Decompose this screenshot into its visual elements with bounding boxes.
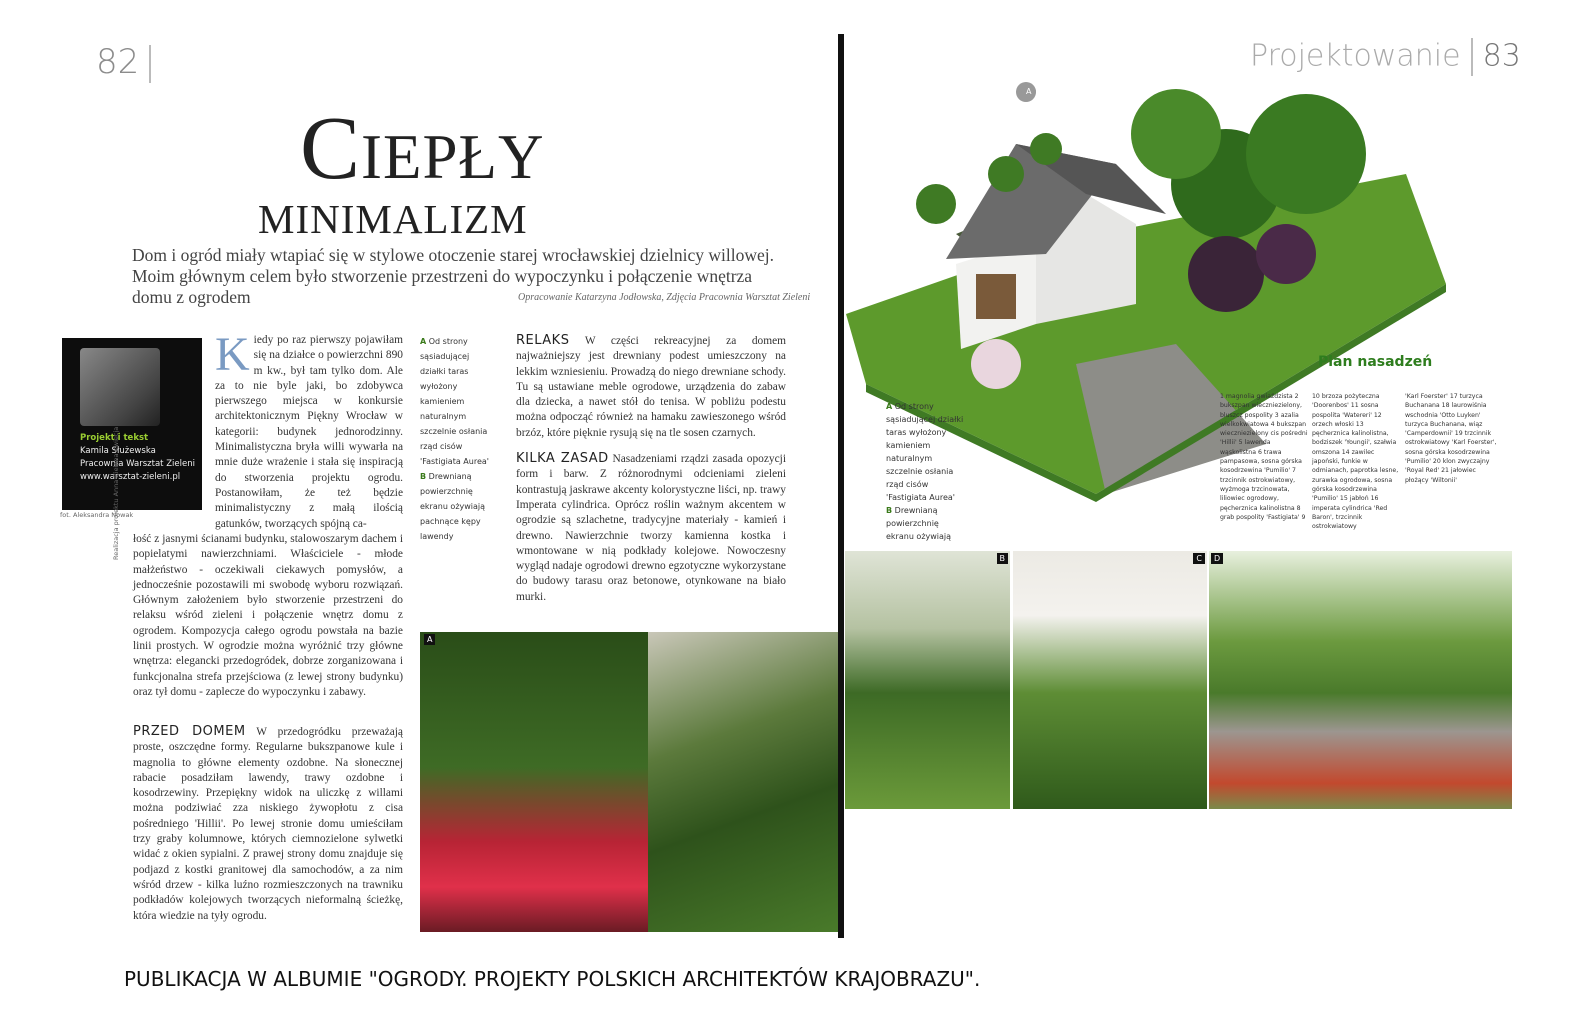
- section-name: Projektowanie: [1250, 38, 1461, 74]
- right-sidebar-label-a: A: [886, 402, 893, 411]
- spine-divider: [838, 34, 844, 938]
- section-text-relaks: W części rekreacyjnej za domem najważniejszy jest drewniany podest umieszczony na lekkim wzniesieniu. Prowadzą do niego drewniane schody. Tu są ustawiane meble ogrodowe, urządzenia do zabaw dla dziecka, a nawet stół do tenisa. W pobliżu podestu można odpocząć również na hamaku zawieszonego wśród brzóz, które pięknie rysują się na tle sosen czarnych.: [516, 335, 786, 439]
- left-sidebar-captions: [420, 334, 496, 544]
- right-sidebar-caption-b: Drewnianą powierzchnię ekranu ożywiają: [886, 506, 952, 541]
- plan-label-a: A: [1021, 86, 1036, 97]
- right-sidebar-label-b: B: [886, 506, 893, 515]
- sidebar-label-b: B: [420, 472, 427, 481]
- photo-credit: fot. Aleksandra Nowak: [60, 511, 134, 519]
- page-number-divider: [149, 45, 151, 83]
- plan-legend-column-2: 10 brzoza pożyteczna 'Doorenbos' 11 sosna pospolita 'Watereri' 12 orzech włoski 13 pęcherznica kalinolistna, bodziszek 'Youngii', szałwia omszona 14 zawilec japoński, funkie w odmianach, paprotka lesne, zurawka ogrodowa, sosna górska kosodrzewina 'Pumilio' 15 jabłoń 16 imperata cylindrica 'Red Baron', trzcinnik ostrokwiatowy: [1312, 393, 1399, 531]
- sidebar-caption-b: Drewnianą powierzchnię ekranu ożywiają pachnące kępy lawendy: [420, 472, 486, 541]
- title-line-1: Ciepły: [300, 99, 545, 198]
- section-text-kilka-zasad: Nasadzeniami rządzi zasada opozycji form i barw. Z różnorodnymi odcieniami zieleni kontrastują jaskrawe akcenty kolorystyczne liści, np. trawy Imperata cylindrica. Oprócz roślin ważnym akcentem w ogrodzie są szlachetne, tradycyjne materiały - kamień i drewno. Nawierzchnie tworzy kamienna kostka i wmontowane w nią podkłady kolejowe. Nowoczesny wygląd nadaje ogrodowi drewno egzotyczne wykorzystane do budowy tarasu oraz betonowe, otynkowane na biało murki.: [516, 453, 786, 603]
- section-przed-domem: [133, 724, 403, 924]
- profile-heading: Projekt i tekst: [80, 433, 149, 443]
- section-heading-relaks: RELAKS: [516, 333, 570, 348]
- vertical-note: Realizacja projektu Anna Zielona Kwiecja: [112, 426, 120, 560]
- plan-title: Plan nasadzeń: [1318, 354, 1433, 370]
- sidebar-caption-a: Od strony sąsiadującej działki taras wyłożony kamieniem naturalnym szczelnie osłania rząd cisów 'Fastigiata Aurea': [420, 337, 489, 466]
- lead-paragraph: Dom i ogród miały wtapiać się w stylowe otoczenie starej wrocławskiej dzielnicy willowej. Moim głównym celem było stworzenie przestrzeni do wypoczynku i połączenie wnętrza domu z ogrodem: [132, 245, 774, 307]
- section-relaks: [516, 333, 786, 441]
- photo-label-a: A: [424, 634, 435, 645]
- profile-web: www.warsztat-zieleni.pl: [80, 472, 181, 482]
- section-text-przed-domem: W przedogródku przeważają proste, oszczędne formy. Regularne bukszpanowe kule i magnolia to główne elementy ozdobne. Na słonecznej rabacie posadziłam lawendy, trawy ozdobne i kosodrzewiny. Przepiękny widok na uliczkę z willami można podziwiać zza niskiego żywopłotu z cisa pośredniego 'Hillii'. Po lewej stronie domu umieściłam trzy graby kolumnowe, których ciemnozielone sylwetki widać z okien sypialni. Z prawej strony domu znajduje się podjazd z kostki granitowej dla samochodów, a za nim wśród drzew - kilka luźno rozmieszczonych na trawniku podkładów kolejowych tworzących nieformalną ścieżkę, która wiedzie na tyły ogrodu.: [133, 726, 403, 922]
- section-heading-kilka-zasad: KILKA ZASAD: [516, 451, 609, 467]
- profile-name: Kamila Służewska: [80, 446, 156, 456]
- photo-label-b: B: [997, 553, 1009, 564]
- article-credit: Opracowanie Katarzyna Jodłowska, Zdjęcia Pracownia Warsztat Zieleni: [518, 292, 811, 303]
- garden-photo-tree: [1013, 551, 1207, 809]
- photo-label-d: D: [1211, 553, 1223, 564]
- right-sidebar-captions: [886, 400, 966, 543]
- right-sidebar-caption-a: Od strony sąsiadującej działki taras wyłożony kamieniem naturalnym szczelnie osłania rząd cisów 'Fastigiata Aurea': [886, 402, 964, 502]
- plan-legend-column-3: 'Karl Foerster' 17 turzyca Buchanana 18 laurowiśnia wschodnia 'Otto Luyken' turzyca Buchanana, wiąz 'Camperdownii' 19 trzcinnik ostrokwiatowy 'Karl Foerster', sosna górska kosodrzewina 'Pumilio' 20 klon zwyczajny 'Royal Red' 21 jałowiec płożący 'Wiltonii': [1405, 393, 1497, 484]
- sidebar-label-a: A: [420, 337, 427, 346]
- column-1-intro: [215, 328, 403, 532]
- section-heading-przed-domem: PRZED DOMEM: [133, 724, 246, 739]
- publication-caption: PUBLIKACJA W ALBUMIE "OGRODY. PROJEKTY POLSKICH ARCHITEKTÓW KRAJOBRAZU".: [124, 967, 981, 991]
- right-page-number: 83: [1482, 38, 1521, 74]
- photo-label-c: C: [1193, 553, 1205, 564]
- plan-legend-column-1: 1 magnolia gwiaździsta 2 bukszpan wieczniezielony, bluszcz pospolity 3 azalia wielkokwiatowa 4 bukszpan wieczniezielony cis pośredni 'Hillii' 5 lawenda wąskolistna 6 trawa pampasowa, sosna górska kosodrzewina 'Pumilio' 7 trzcinnik ostrokwiatowy, wyżmoga trzcinowata, liliowiec ogrodowy, pęcherznica kalinolistna 8 grab pospolity 'Fastigiata' 9: [1220, 393, 1308, 521]
- profile-studio: Pracownia Warsztat Zieleni: [80, 459, 195, 469]
- garden-photo-hammock: [1209, 551, 1512, 809]
- intro-text: iedy po raz pierwszy pojawiłam się na działce o powierzchni 890 m kw., był tam tylko dom. Ale za to nie byle jaki, bo zdobywca pierwszego miejsca w konkursie architektonicznym Piękny Wrocław w kategorii: budynek jednorodzinny. Minimalistyczna bryła willi wywarła na mnie duże wrażenie i stała się inspiracją do stworzenia projektu ogrodu. Postanowiłam, że też będzie minimalistyczny z małą ilością gatunków, tworzących spójną ca-: [215, 334, 403, 530]
- author-profile-text: [80, 432, 195, 484]
- garden-photo-boxwood: [648, 632, 838, 932]
- left-page-number: 82: [96, 42, 161, 83]
- column-3: [516, 333, 786, 605]
- title-line-2: minimalizm: [258, 181, 528, 246]
- section-kilka-zasad: [516, 451, 786, 605]
- column-1-continued: łość z jasnymi ścianami budynku, stalowoszarym dachem i popielatymi nawierzchniami. Właściciele - młode małżeństwo - oczekiwali ciekawych pomysłów, a jednocześnie pozostawili mi swobodę wyboru rozwiązań. Głównym założeniem było stworzenie przestrzeni do relaksu wśród zieleni i połączenie wnętrz domu z ogrodem. Kompozycja całego ogrodu powstała na bazie linii prostych. W ogrodzie można wyróżnić trzy główne wnętrza: elegancki przedogródek, dobrze zorganizowana i funkcjonalna strefa przejściowa (z lewej strony budynku) oraz tył domu - zaplecze do wypoczynku i zabawy.: [133, 533, 403, 698]
- garden-photo-front-yard: [845, 551, 1010, 809]
- garden-photo-red-grass: [420, 632, 648, 932]
- author-photo: [80, 348, 160, 426]
- drop-cap: K: [215, 328, 250, 381]
